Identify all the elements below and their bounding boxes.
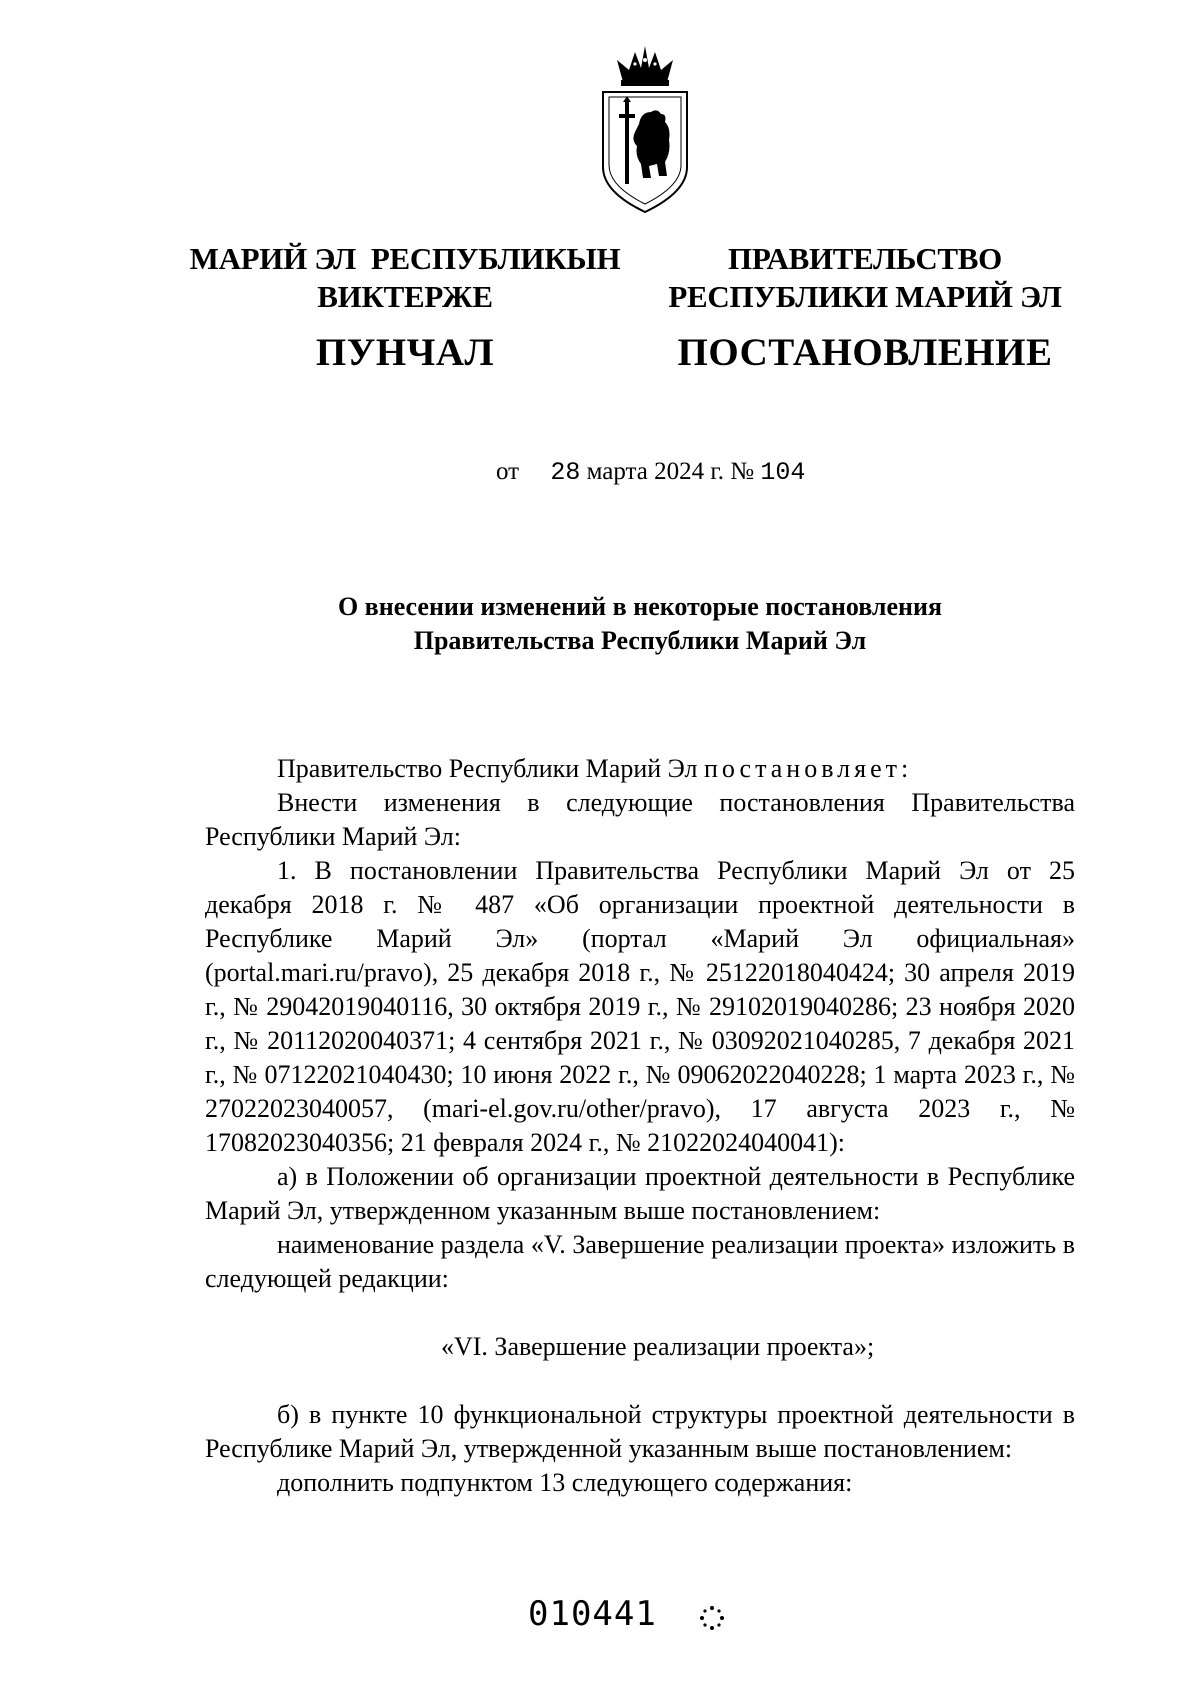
footer-serial-code: 010441 (528, 1594, 657, 1634)
paragraph-resolves-main: Правительство Республики Марий Эл (277, 754, 698, 783)
paragraph-subitem-13: дополнить подпунктом 13 следующего содержания: (277, 1468, 853, 1497)
paragraph-quote: «VI. Завершение реализации проекта»; (441, 1332, 875, 1361)
mari-el-coat-of-arms-icon (595, 42, 695, 217)
header-right-line1: ПРАВИТЕЛЬСТВО (728, 241, 1002, 276)
paragraph-resolves-spaced: постановляет: (703, 754, 913, 783)
date-prefix: от (496, 458, 520, 485)
document-title (200, 590, 1080, 658)
title-line1: О внесении изменений в некоторые постановления (337, 592, 943, 621)
date-line (496, 458, 805, 487)
header-left (180, 240, 630, 376)
paragraph-resolves (205, 752, 1075, 786)
asterisk-mark-icon (698, 1604, 726, 1632)
document-number: 104 (760, 458, 806, 487)
header-left-line1: МАРИЙ ЭЛ РЕСПУБЛИКЫН (189, 241, 621, 276)
header-right-doc-type: ПОСТАНОВЛЕНИЕ (677, 331, 1053, 374)
header-right (658, 240, 1072, 376)
document-body (205, 752, 1075, 1500)
paragraph-intro: Внести изменения в следующие постановления Правительства Республики Марий Эл: (205, 788, 1075, 851)
title-line2: Правительства Республики Марий Эл (413, 626, 867, 655)
paragraph-item-a: а) в Положении об организации проектной деятельности в Республике Марий Эл, утвержденном указанным выше постановлением: (205, 1162, 1075, 1225)
paragraph-item-1: 1. В постановлении Правительства Республики Марий Эл от 25 декабря 2018 г. № 487 «Об организации проектной деятельности в Республике Марий Эл» (портал «Марий Эл официальная» (portal.mari.ru/pravo), 25 декабря 2018 г., № 25122018040424; 30 апреля 2019 г., № 29042019040116, 30 октября 2019 г., № 29102019040286; 23 ноября 2020 г., № 20112020040371; 4 сентября 2021 г., № 03092021040285, 7 декабря 2021 г., № 07122021040430; 10 июня 2022 г., № 09062022040228; 1 марта 2023 г., № 27022023040057, (mari-el.gov.ru/other/pravo), 17 августа 2023 г., № 17082023040356; 21 февраля 2024 г., № 21022024040041): (205, 856, 1075, 1157)
header-left-line2: ВИКТЕРЖЕ (317, 279, 493, 314)
date-day: 28 (550, 458, 581, 487)
header-right-line2: РЕСПУБЛИКИ МАРИЙ ЭЛ (668, 279, 1062, 314)
paragraph-section-name: наименование раздела «V. Завершение реализации проекта» изложить в следующей редакции: (205, 1230, 1075, 1293)
header-left-doc-type: ПУНЧАЛ (315, 331, 495, 374)
date-month-year: марта 2024 г. № (586, 458, 755, 485)
paragraph-item-b: б) в пункте 10 функциональной структуры проектной деятельности в Республике Марий Эл, утвержденной указанным выше постановлением: (205, 1400, 1075, 1463)
